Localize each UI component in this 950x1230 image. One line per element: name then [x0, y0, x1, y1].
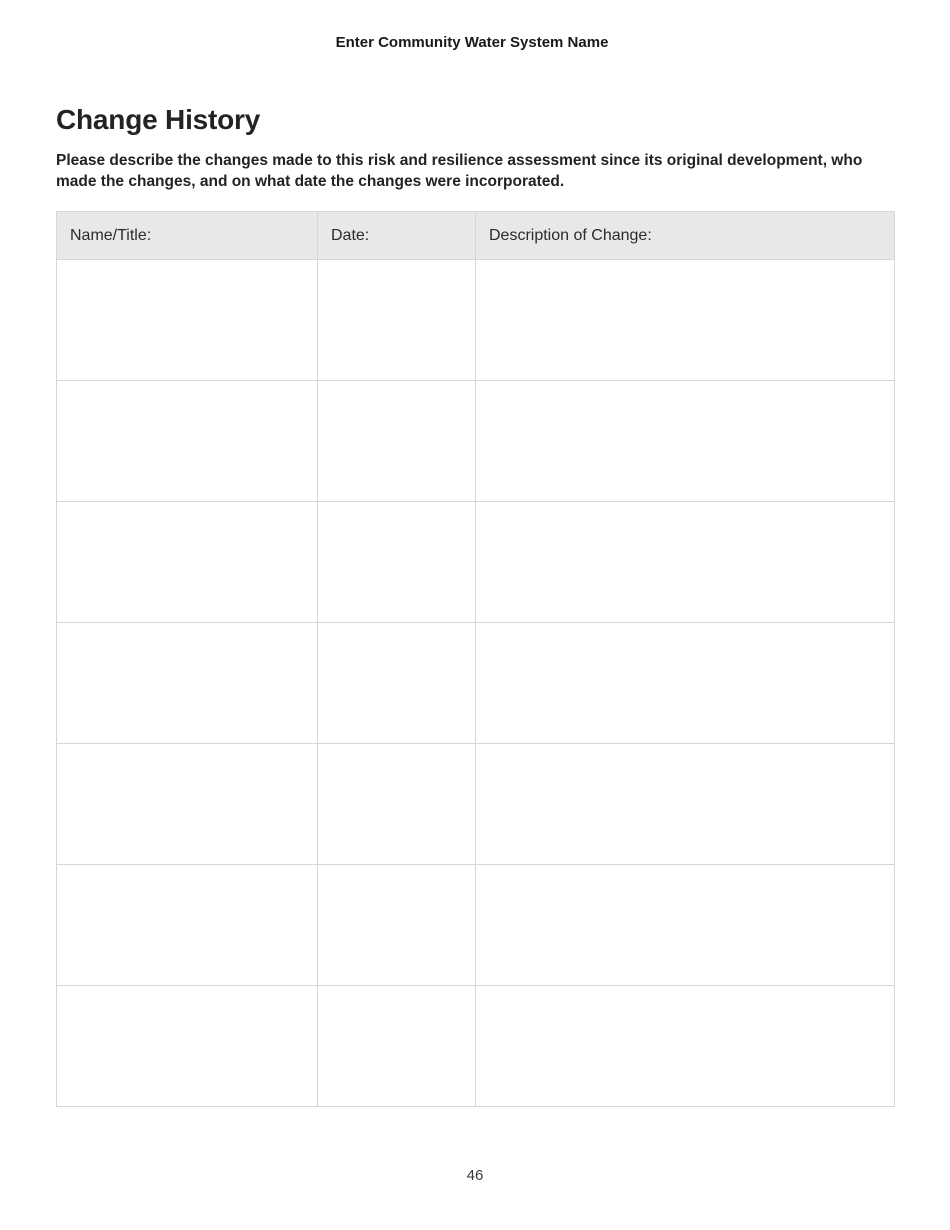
document-header-title: Enter Community Water System Name — [335, 34, 609, 51]
date-cell[interactable] — [318, 744, 476, 865]
date-cell[interactable] — [318, 986, 476, 1107]
name-title-cell[interactable] — [57, 260, 318, 381]
name-title-cell[interactable] — [57, 986, 318, 1107]
change-history-table — [56, 211, 895, 1107]
table-row — [57, 381, 895, 502]
date-cell[interactable] — [318, 381, 476, 502]
name-title-cell[interactable] — [57, 865, 318, 986]
description-cell[interactable] — [476, 260, 895, 381]
date-cell[interactable] — [318, 260, 476, 381]
page-number: 46 — [466, 1167, 484, 1184]
description-cell[interactable] — [476, 865, 895, 986]
table-row — [57, 744, 895, 865]
name-title-cell[interactable] — [57, 381, 318, 502]
column-header-date: Date: — [318, 212, 476, 260]
description-cell[interactable] — [476, 381, 895, 502]
table-row — [57, 502, 895, 623]
description-cell[interactable] — [476, 744, 895, 865]
date-cell[interactable] — [318, 502, 476, 623]
instructions-text: Please describe the changes made to this risk and resilience assessment since its original development, who made the changes, and on what date the changes were incorporated. — [56, 152, 863, 190]
description-cell[interactable] — [476, 502, 895, 623]
table-row — [57, 260, 895, 381]
date-cell[interactable] — [318, 623, 476, 744]
name-title-cell[interactable] — [57, 502, 318, 623]
column-header-name-title: Name/Title: — [57, 212, 318, 260]
name-title-cell[interactable] — [57, 744, 318, 865]
date-cell[interactable] — [318, 865, 476, 986]
table-row — [57, 986, 895, 1107]
column-header-description: Description of Change: — [476, 212, 895, 260]
table-row — [57, 623, 895, 744]
table-header-row — [57, 212, 895, 260]
name-title-cell[interactable] — [57, 623, 318, 744]
description-cell[interactable] — [476, 623, 895, 744]
description-cell[interactable] — [476, 986, 895, 1107]
table-row — [57, 865, 895, 986]
page-title: Change History — [56, 104, 261, 135]
